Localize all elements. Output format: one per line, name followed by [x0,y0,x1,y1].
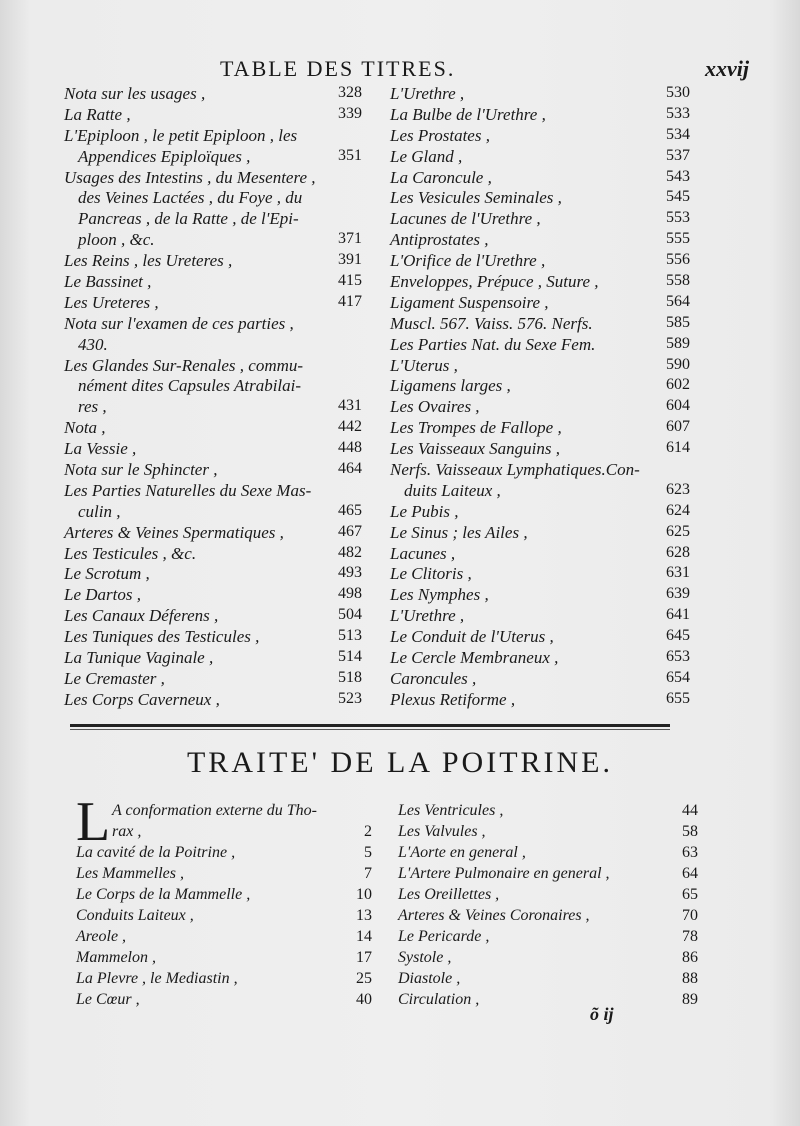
toc-entry [398,865,698,886]
toc-entry [64,84,362,105]
toc-entry [390,648,690,669]
toc-entry-title: L'Artere Pulmonaire en general , [398,865,610,882]
toc-entry-title: Lacunes de l'Urethre , [390,209,541,229]
toc-entry-title: La Caroncule , [390,167,492,187]
toc-entry [398,844,698,865]
toc-entry [390,460,690,481]
toc-entry-title: L'Orifice de l'Urethre , [390,251,546,271]
toc-entry [64,606,362,627]
toc-entry-title: Le Clitoris , [390,564,472,584]
section-title: TRAITE' DE LA POITRINE. [186,746,614,779]
toc-entry-title: Lacunes , [390,543,456,563]
toc-entry-page: 555 [666,230,690,248]
toc-entry-title: La Plevre , le Mediastin , [76,970,238,987]
toc-entry-title: L'Uterus , [390,355,458,375]
toc-entry-title: ploon , &c. [78,230,155,250]
toc-entry-title: La cavité de la Poitrine , [76,844,236,861]
toc-entry-title: Les Glandes Sur-Renales , commu- [64,355,304,375]
toc-entry-title: L'Urethre , [390,84,465,103]
toc-entry-page: 2 [364,823,372,840]
toc-entry-page: 64 [682,865,698,882]
signature-mark: õ ij [590,1004,614,1024]
toc-entry [64,314,362,335]
toc-entry-title: Conduits Laiteux , [76,907,194,924]
toc-entry-title: nément dites Capsules Atrabilai- [78,376,302,396]
toc-entry-title: Circulation , [398,991,480,1008]
toc-entry-title: Les Tuniques des Testicules , [64,627,260,647]
toc-entry [64,168,362,189]
toc-entry-title: Les Testicules , &c. [64,543,197,563]
toc-entry [64,376,362,397]
toc-entry-title: des Veines Lactées , du Foye , du [78,188,303,208]
toc-entry [390,188,690,209]
toc-entry-page: 493 [338,564,362,582]
toc-entry [390,627,690,648]
toc-entry-page: 518 [338,668,362,686]
toc-entry-page: 604 [666,397,690,415]
toc-entry-title: Mammelon , [76,949,156,966]
toc-entry-title: Les Parties Naturelles du Sexe Mas- [64,480,312,500]
toc-entry-page: 14 [356,928,372,945]
section-divider [70,724,670,727]
toc-entry [64,439,362,460]
toc-entry-title: Les Ureteres , [64,292,159,312]
toc-entry-page: 417 [338,292,362,310]
toc-entry-title: Areole , [76,928,127,945]
toc-entry [390,84,690,105]
toc-entry-page: 655 [666,689,690,707]
toc-entry-title: Les Ovaires , [390,397,480,417]
toc-entry-title: Le Pericarde , [398,928,490,945]
toc-entry-page: 628 [666,543,690,561]
toc-entry [390,418,690,439]
toc-entry [76,865,372,886]
toc-entry [64,272,362,293]
toc-entry-page: 639 [666,585,690,603]
toc-entry-title: Caroncules , [390,668,477,688]
section-toc-left [76,802,372,1012]
toc-entry [76,844,372,865]
toc-entry-page: 431 [338,397,362,415]
toc-entry-page: 391 [338,251,362,269]
toc-entry-title: La Ratte , [64,104,131,124]
toc-entry [390,376,690,397]
toc-entry-title: Enveloppes, Prépuce , Suture , [390,272,599,292]
toc-entry [390,439,690,460]
toc-entry [390,293,690,314]
toc-entry [64,502,362,523]
toc-entry-page: 514 [338,648,362,666]
toc-entry [390,251,690,272]
toc-entry-page: 44 [682,802,698,819]
toc-entry-page: 65 [682,886,698,903]
toc-entry-title: Les Corps Caverneux , [64,689,220,709]
toc-entry-page: 543 [666,167,690,185]
toc-entry-title: L'Aorte en general , [398,844,526,861]
toc-entry-page: 465 [338,501,362,519]
toc-entry [64,105,362,126]
toc-entry-page: 553 [666,209,690,227]
toc-entry [390,502,690,523]
toc-entry [64,585,362,606]
toc-entry [390,209,690,230]
toc-entry [64,648,362,669]
toc-entry-title: Ligamens larges , [390,376,511,396]
toc-entry-page: 415 [338,272,362,290]
toc-entry-title: Le Pubis , [390,501,459,521]
toc-entry-title: Appendices Epiploïques , [78,146,251,166]
toc-entry-title: Le Sinus ; les Ailes , [390,522,528,542]
toc-entry [76,823,372,844]
toc-entry-page: 13 [356,907,372,924]
toc-entry-title: Les Mammelles , [76,865,184,882]
toc-entry [390,356,690,377]
toc-entry [390,544,690,565]
toc-entry-title: La Bulbe de l'Urethre , [390,104,546,124]
toc-entry [390,335,690,356]
toc-entry [390,481,690,502]
toc-entry [64,481,362,502]
toc-entry-title: Les Ventricules , [398,802,504,819]
toc-entry-title: Le Cremaster , [64,668,165,688]
toc-entry-page: 645 [666,627,690,645]
toc-entry [64,564,362,585]
toc-entry [398,928,698,949]
toc-entry-page: 328 [338,84,362,101]
toc-entry-page: 533 [666,104,690,122]
toc-entry-page: 448 [338,439,362,457]
toc-entry [64,627,362,648]
toc-entry-page: 464 [338,460,362,478]
toc-entry-title: Pancreas , de la Ratte , de l'Epi- [78,209,299,229]
toc-entry-page: 70 [682,907,698,924]
toc-entry-page: 534 [666,125,690,143]
toc-entry-title: Ligament Suspensoire , [390,292,549,312]
toc-entry [76,907,372,928]
toc-entry [64,460,362,481]
toc-entry-page: 607 [666,418,690,436]
toc-entry-page: 504 [338,606,362,624]
toc-entry-page: 371 [338,230,362,248]
toc-entry [398,886,698,907]
toc-entry-title: Le Gland , [390,146,463,166]
toc-entry-page: 467 [338,522,362,540]
toc-entry-title: Les Prostates , [390,125,490,145]
toc-entry-title: Antiprostates , [390,230,489,250]
toc-entry [398,970,698,991]
toc-entry [390,669,690,690]
toc-entry-page: 10 [356,886,372,903]
toc-entry-title: Nota sur les usages , [64,84,206,103]
toc-entry-page: 641 [666,606,690,624]
toc-entry-page: 89 [682,991,698,1008]
toc-entry [390,105,690,126]
toc-entry [398,949,698,970]
toc-entry [64,690,362,711]
toc-entry-title: 430. [78,334,108,354]
page-number: xxvij [705,56,749,81]
toc-column-right [390,84,690,711]
toc-entry [64,669,362,690]
toc-entry-page: 590 [666,355,690,373]
section-toc-right [398,802,698,1012]
toc-entry-title: duits Laiteux , [404,480,501,500]
header-title: TABLE DES TITRES. [220,56,456,81]
toc-entry-page: 17 [356,949,372,966]
toc-entry-page: 25 [356,970,372,987]
toc-entry [76,949,372,970]
toc-entry-title: Les Parties Nat. du Sexe Fem. [390,334,596,354]
toc-entry-page: 442 [338,418,362,436]
toc-entry-title: A conformation externe du Tho- [112,802,318,819]
toc-entry-title: Le Cœur , [76,991,140,1008]
toc-entry-page: 654 [666,668,690,686]
toc-entry [76,886,372,907]
toc-entry-page: 40 [356,991,372,1008]
toc-entry [390,397,690,418]
toc-entry [64,523,362,544]
toc-entry-title: res , [78,397,107,417]
toc-entry-title: Les Vaisseaux Sanguins , [390,439,560,459]
toc-entry-page: 513 [338,627,362,645]
toc-entry-title: Plexus Retiforme , [390,689,516,709]
toc-entry-title: Les Nymphes , [390,585,489,605]
toc-entry-title: Diastole , [398,970,461,987]
toc-entry-title: Usages des Intestins , du Mesentere , [64,167,316,187]
toc-entry [390,606,690,627]
toc-entry-page: 5 [364,844,372,861]
running-header [0,56,800,84]
toc-entry-title: Le Bassinet , [64,272,152,292]
toc-entry [76,802,372,823]
toc-entry-page: 545 [666,188,690,206]
toc-entry-title: Les Reins , les Ureteres , [64,251,233,271]
toc-entry [64,293,362,314]
toc-entry-title: Le Conduit de l'Uterus , [390,627,554,647]
toc-entry-page: 58 [682,823,698,840]
toc-entry-page: 482 [338,543,362,561]
toc-entry [390,314,690,335]
toc-entry [390,523,690,544]
toc-entry-page: 63 [682,844,698,861]
toc-entry [64,397,362,418]
toc-entry-page: 558 [666,272,690,290]
toc-entry-title: Nota , [64,418,106,438]
toc-entry [390,126,690,147]
toc-entry [398,802,698,823]
toc-entry [398,991,698,1012]
toc-entry-page: 589 [666,334,690,352]
toc-entry-title: Les Oreillettes , [398,886,500,903]
toc-entry-title: Les Valvules , [398,823,486,840]
toc-entry [64,544,362,565]
toc-entry-page: 625 [666,522,690,540]
section-divider-thin [70,729,670,730]
toc-entry-title: Le Dartos , [64,585,141,605]
toc-entry-page: 585 [666,313,690,331]
toc-entry-title: L'Urethre , [390,606,465,626]
toc-entry-page: 530 [666,84,690,101]
toc-entry-title: Le Cercle Membraneux , [390,648,559,668]
toc-entry [390,564,690,585]
toc-entry-page: 614 [666,439,690,457]
toc-entry-page: 86 [682,949,698,966]
toc-entry-title: Les Canaux Déferens , [64,606,219,626]
toc-column-left [64,84,362,711]
toc-entry [390,168,690,189]
toc-entry [64,251,362,272]
toc-entry [64,356,362,377]
toc-entry-title: La Tunique Vaginale , [64,648,214,668]
toc-entry-title: Systole , [398,949,452,966]
drop-capital: L [76,791,111,853]
toc-entry-page: 351 [338,146,362,164]
toc-entry-title: La Vessie , [64,439,137,459]
toc-entry-title: rax , [112,823,142,840]
toc-entry-title: Nota sur le Sphincter , [64,460,218,480]
toc-entry-title: culin , [78,501,121,521]
toc-entry-title: Muscl. 567. Vaiss. 576. Nerfs. [390,313,593,333]
toc-entry [76,991,372,1012]
toc-entry-page: 339 [338,104,362,122]
toc-entry-page: 88 [682,970,698,987]
toc-entry [398,823,698,844]
toc-entry-title: Arteres & Veines Spermatiques , [64,522,284,542]
toc-entry-page: 631 [666,564,690,582]
toc-entry-page: 564 [666,292,690,310]
toc-entry-page: 7 [364,865,372,882]
toc-entry [64,126,362,147]
toc-entry [398,907,698,928]
toc-entry [390,147,690,168]
toc-entry [64,147,362,168]
toc-entry [76,928,372,949]
toc-entry [390,690,690,711]
toc-entry [76,970,372,991]
toc-entry-page: 623 [666,480,690,498]
toc-entry-title: Nota sur l'examen de ces parties , [64,313,294,333]
toc-entry-page: 624 [666,501,690,519]
toc-entry-page: 556 [666,251,690,269]
toc-entry [64,209,362,230]
toc-entry [64,335,362,356]
toc-entry-page: 653 [666,648,690,666]
toc-entry-title: Les Vesicules Seminales , [390,188,562,208]
toc-entry-title: L'Epiploon , le petit Epiploon , les [64,125,298,145]
toc-entry [390,272,690,293]
toc-entry-page: 498 [338,585,362,603]
toc-entry [64,188,362,209]
toc-entry-page: 602 [666,376,690,394]
toc-entry [64,230,362,251]
toc-entry-page: 78 [682,928,698,945]
toc-entry-title: Le Corps de la Mammelle , [76,886,251,903]
toc-entry [390,585,690,606]
toc-entry-title: Nerfs. Vaisseaux Lymphatiques.Con- [390,460,640,480]
toc-entry [64,418,362,439]
toc-entry-title: Les Trompes de Fallope , [390,418,562,438]
toc-entry-title: Le Scrotum , [64,564,150,584]
toc-entry [390,230,690,251]
toc-entry-page: 537 [666,146,690,164]
toc-entry-title: Arteres & Veines Coronaires , [398,907,590,924]
toc-entry-page: 523 [338,689,362,707]
